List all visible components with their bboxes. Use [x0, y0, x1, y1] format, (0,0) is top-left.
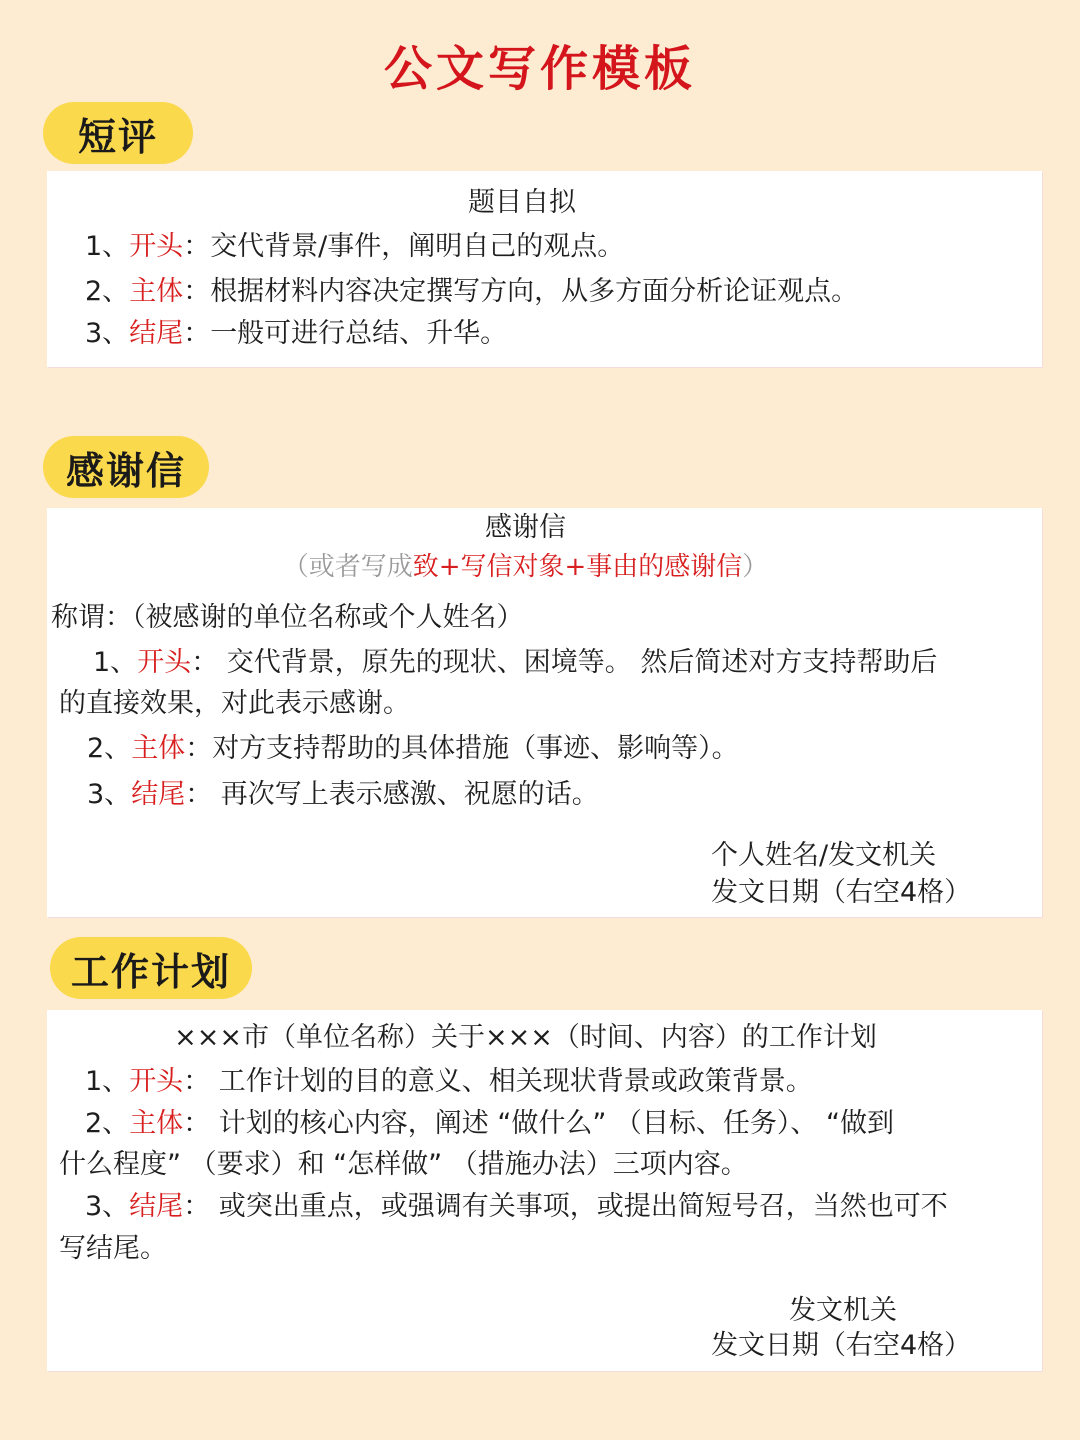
item-separator: ： [191, 647, 227, 678]
signature-name: 发文机关 [789, 1295, 897, 1326]
card-heading: 题目自拟 [468, 187, 576, 218]
salutation: 称谓：（被感谢的单位名称或个人姓名） [51, 602, 524, 633]
list-item [87, 779, 599, 811]
item-text: 一般可进行总结、升华。 [210, 318, 508, 349]
item-number: 2、 [85, 1108, 130, 1139]
section-label-short-review: 短评 [43, 102, 193, 164]
list-item [85, 1108, 894, 1140]
item-number: 3、 [87, 779, 132, 810]
item-key: 开头 [137, 647, 192, 678]
item-separator: ： [183, 276, 211, 307]
item-key: 主体 [131, 733, 186, 764]
list-item [85, 1066, 813, 1098]
item-key: 开头 [129, 231, 184, 262]
item-text: 交代背景/事件，阐明自己的观点。 [210, 231, 625, 262]
note-close: ） [742, 552, 769, 582]
item-key: 开头 [129, 1066, 184, 1097]
item-number: 2、 [85, 276, 130, 307]
list-item [87, 733, 739, 765]
item-key: 主体 [129, 1108, 184, 1139]
card-heading: 感谢信 [485, 512, 566, 543]
item-text: 对方支持帮助的具体措施（事迹、影响等）。 [212, 733, 739, 764]
list-item [93, 647, 937, 679]
note-red: 致+写信对象+事由的感谢信 [412, 552, 743, 582]
item-number: 1、 [85, 231, 130, 262]
item-key: 主体 [129, 276, 184, 307]
item-number: 1、 [85, 1066, 130, 1097]
signature-name: 个人姓名/发文机关 [711, 840, 937, 871]
card-short-review [47, 171, 1042, 367]
item-text: 工作计划的目的意义、相关现状背景或政策背景。 [218, 1066, 813, 1097]
item-text: 根据材料内容决定撰写方向，从多方面分析论证观点。 [210, 276, 859, 307]
item-number: 3、 [85, 318, 130, 349]
section-label-work-plan: 工作计划 [50, 937, 252, 999]
item-text: 再次写上表示感激、祝愿的话。 [220, 779, 599, 810]
list-item [85, 1191, 948, 1223]
item-separator: ： [185, 779, 221, 810]
signature-date: 发文日期（右空4格） [711, 877, 972, 908]
list-item [85, 231, 624, 263]
heading-note [47, 552, 1004, 583]
item-text: 计划的核心内容，阐述 “做什么” （目标、任务）、 “做到 [218, 1108, 894, 1139]
item-text: 交代背景，原先的现状、困境等。 然后简述对方支持帮助后 [226, 647, 938, 678]
list-item-continuation: 写结尾。 [59, 1233, 167, 1264]
item-key: 结尾 [129, 318, 184, 349]
list-item [85, 276, 858, 308]
list-item-continuation: 的直接效果，对此表示感谢。 [59, 688, 410, 719]
item-number: 2、 [87, 733, 132, 764]
list-item-continuation: 什么程度” （要求）和 “怎样做” （措施办法）三项内容。 [59, 1149, 748, 1180]
item-key: 结尾 [131, 779, 186, 810]
item-key: 结尾 [129, 1191, 184, 1222]
section-label-thank-you-letter: 感谢信 [43, 436, 209, 498]
item-separator: ： [183, 1066, 219, 1097]
signature-date: 发文日期（右空4格） [711, 1330, 972, 1361]
card-thank-you-letter [47, 508, 1042, 917]
item-separator: ： [183, 231, 211, 262]
note-open: （或者写成 [282, 552, 413, 582]
card-heading: ×××市（单位名称）关于×××（时间、内容）的工作计划 [174, 1022, 877, 1053]
item-separator: ： [185, 733, 213, 764]
item-number: 3、 [85, 1191, 130, 1222]
list-item [85, 318, 507, 350]
item-number: 1、 [93, 647, 138, 678]
item-text: 或突出重点，或强调有关事项，或提出简短号召，当然也可不 [218, 1191, 948, 1222]
item-separator: ： [183, 1191, 219, 1222]
page-title: 公文写作模板 [383, 41, 696, 97]
item-separator: ： [183, 1108, 219, 1139]
card-work-plan [47, 1010, 1042, 1371]
item-separator: ： [183, 318, 211, 349]
